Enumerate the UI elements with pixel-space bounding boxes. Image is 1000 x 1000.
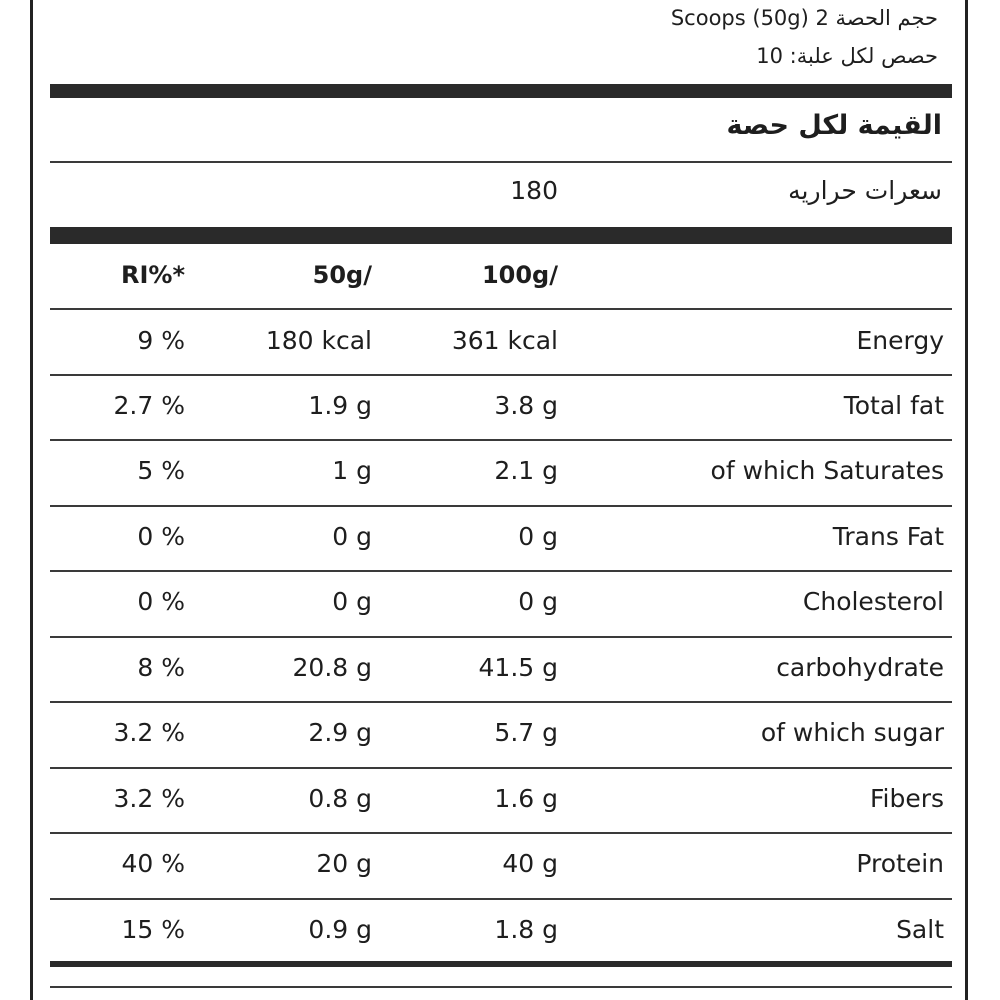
value-per-50g: 0.9 g <box>308 915 372 944</box>
divider <box>50 986 952 988</box>
value-ri-percent: 0 % <box>137 587 185 616</box>
value-per-50g: 180 kcal <box>265 326 372 355</box>
value-ri-percent: 8 % <box>137 653 185 682</box>
divider <box>50 898 952 900</box>
value-per-100g: 1.6 g <box>494 784 558 813</box>
value-ri-percent: 0 % <box>137 522 185 551</box>
value-per-100g: 40 g <box>502 849 558 878</box>
header-ri-percent: RI%* <box>120 261 185 289</box>
divider <box>50 570 952 572</box>
calories-label: سعرات حراريه <box>788 176 942 205</box>
value-ri-percent: 2.7 % <box>113 391 185 420</box>
value-per-100g: 0 g <box>518 587 558 616</box>
thick-divider-top <box>50 84 952 98</box>
nutrient-name: of which sugar <box>760 718 944 747</box>
value-per-100g: 2.1 g <box>494 456 558 485</box>
divider <box>50 161 952 163</box>
divider <box>50 832 952 834</box>
value-per-100g: 3.8 g <box>494 391 558 420</box>
servings-per-container: حصص لكل علبة: 10 <box>756 44 938 68</box>
divider <box>50 701 952 703</box>
header-per-50g: 50g/ <box>312 261 372 289</box>
nutrient-name: Salt <box>896 915 944 944</box>
value-per-50g: 1 g <box>332 456 372 485</box>
value-per-50g: 20.8 g <box>292 653 372 682</box>
thick-divider-bottom <box>50 961 952 967</box>
nutrient-name: Protein <box>856 849 944 878</box>
divider <box>50 636 952 638</box>
serving-size: حجم الحصة 2 (50g) Scoops <box>670 6 938 30</box>
nutrient-name: Energy <box>856 326 944 355</box>
value-ri-percent: 9 % <box>137 326 185 355</box>
value-per-50g: 0 g <box>332 522 372 551</box>
divider <box>50 767 952 769</box>
divider <box>50 374 952 376</box>
value-per-100g: 1.8 g <box>494 915 558 944</box>
value-per-50g: 20 g <box>316 849 372 878</box>
divider <box>50 308 952 310</box>
nutrient-name: Fibers <box>869 784 944 813</box>
per-serving-title: القيمة لكل حصة <box>726 110 942 141</box>
nutrient-name: Cholesterol <box>802 587 944 616</box>
value-per-100g: 5.7 g <box>494 718 558 747</box>
value-ri-percent: 3.2 % <box>113 784 185 813</box>
header-per-100g: 100g/ <box>481 261 558 289</box>
value-ri-percent: 3.2 % <box>113 718 185 747</box>
value-ri-percent: 40 % <box>121 849 185 878</box>
value-per-50g: 0 g <box>332 587 372 616</box>
value-per-50g: 2.9 g <box>308 718 372 747</box>
value-per-100g: 41.5 g <box>478 653 558 682</box>
value-ri-percent: 5 % <box>137 456 185 485</box>
nutrient-name: Total fat <box>843 391 944 420</box>
calories-value: 180 <box>510 176 558 205</box>
nutrient-name: carbohydrate <box>776 653 944 682</box>
nutrient-name: Trans Fat <box>832 522 944 551</box>
nutrient-name: of which Saturates <box>710 456 944 485</box>
thick-divider-middle <box>50 227 952 244</box>
divider <box>50 505 952 507</box>
value-per-100g: 0 g <box>518 522 558 551</box>
value-per-50g: 0.8 g <box>308 784 372 813</box>
value-ri-percent: 15 % <box>121 915 185 944</box>
divider <box>50 439 952 441</box>
value-per-50g: 1.9 g <box>308 391 372 420</box>
value-per-100g: 361 kcal <box>451 326 558 355</box>
